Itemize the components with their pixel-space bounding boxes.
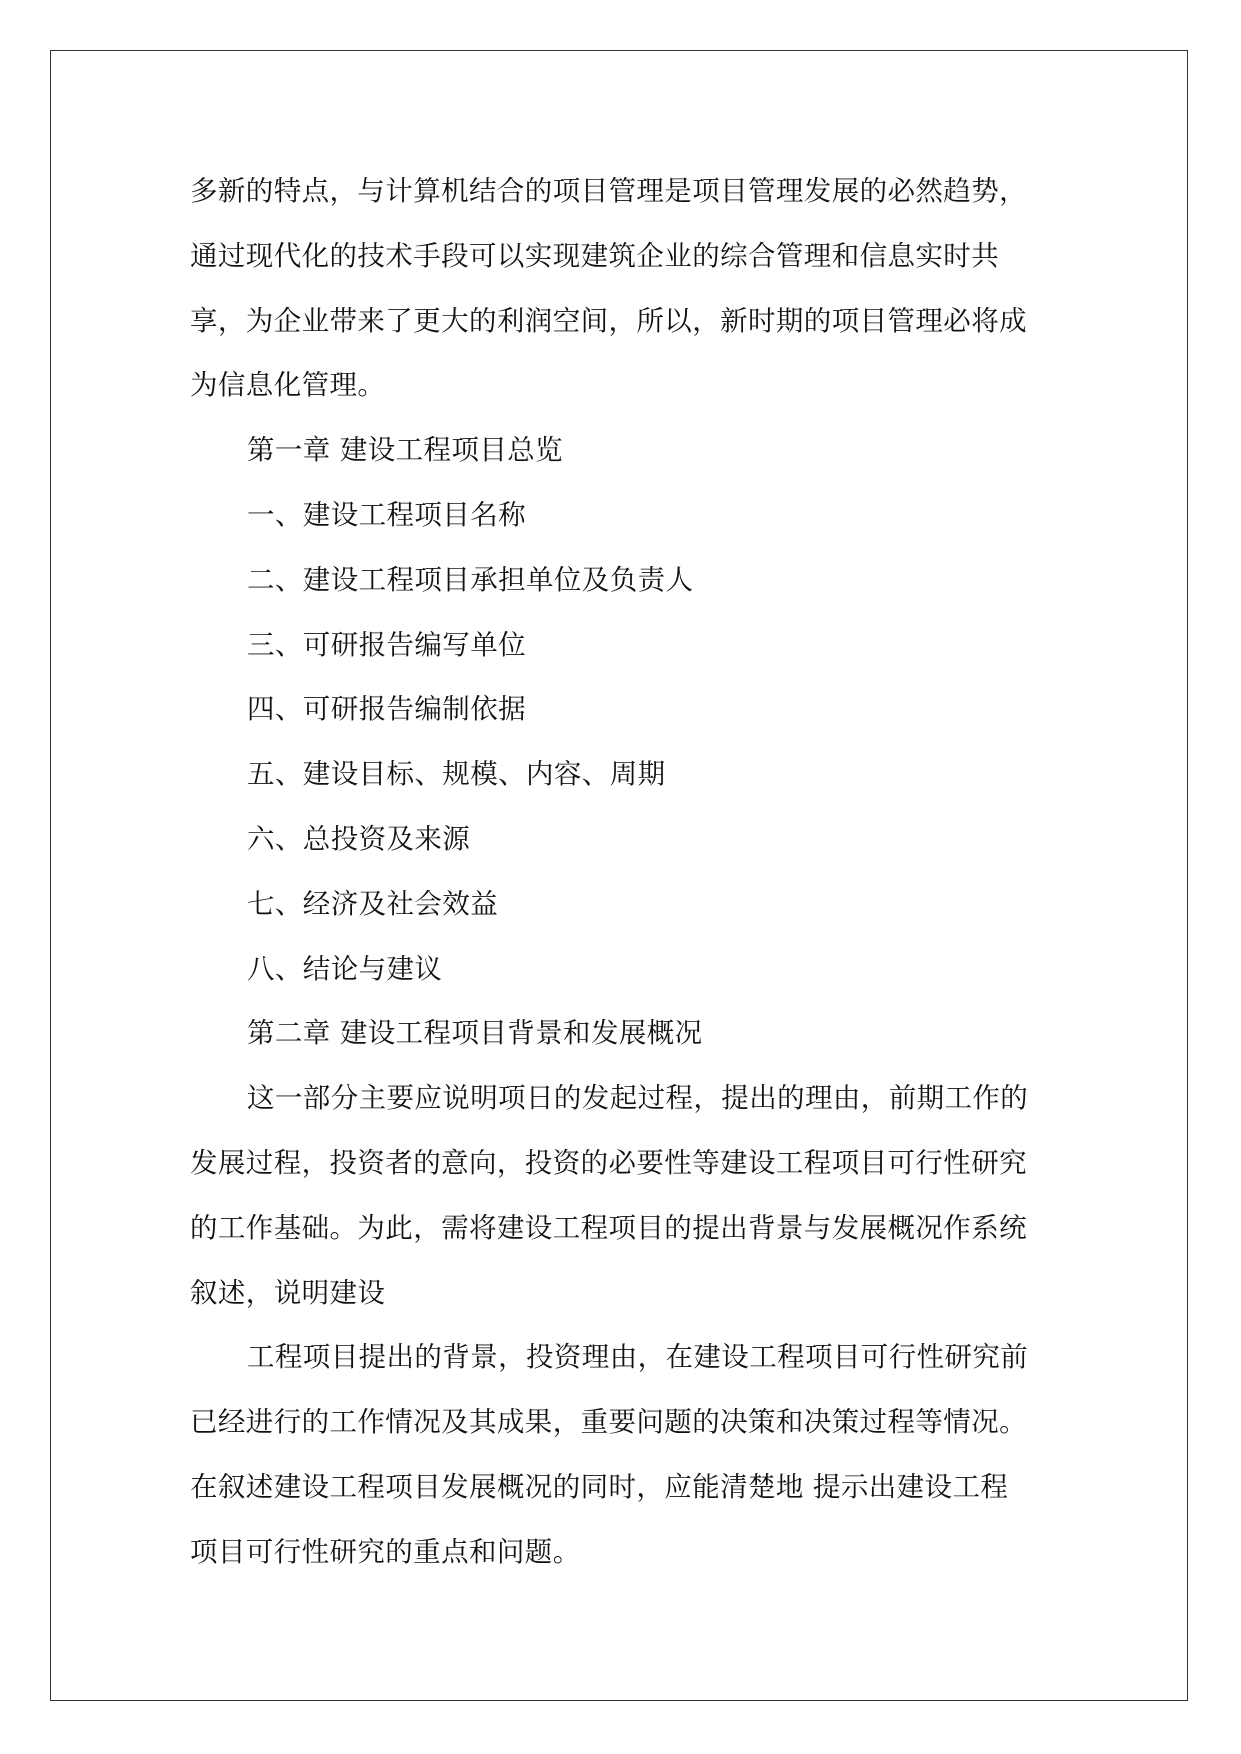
text-line: 项目可行性研究的重点和问题。 [190, 1535, 581, 1568]
toc-item: 四、可研报告编制依据 [247, 693, 526, 726]
text-line: 已经进行的工作情况及其成果，重要问题的决策和决策过程等情况。 [190, 1406, 1027, 1439]
text-line: 在叙述建设工程项目发展概况的同时，应能清楚地 提示出建设工程 [190, 1470, 1009, 1503]
toc-item: 五、建设目标、规模、内容、周期 [247, 758, 666, 791]
text-line: 享，为企业带来了更大的利润空间，所以，新时期的项目管理必将成 [190, 304, 1027, 337]
text-line: 叙述，说明建设 [190, 1276, 386, 1309]
toc-item: 二、建设工程项目承担单位及负责人 [247, 563, 694, 596]
text-line: 通过现代化的技术手段可以实现建筑企业的综合管理和信息实时共 [190, 239, 1000, 272]
text-line: 的工作基础。为此，需将建设工程项目的提出背景与发展概况作系统 [190, 1211, 1027, 1244]
toc-item: 七、经济及社会效益 [247, 887, 499, 920]
document-body [190, 159, 1080, 1585]
text-line: 发展过程，投资者的意向，投资的必要性等建设工程项目可行性研究 [190, 1146, 1027, 1179]
text-line: 工程项目提出的背景，投资理由，在建设工程项目可行性研究前 [247, 1341, 1029, 1374]
text-line: 这一部分主要应说明项日的发起过程，提出的理由，前期工作的 [247, 1082, 1029, 1115]
text-line: 多新的特点，与计算机结合的项目管理是项目管理发展的必然趋势， [190, 175, 1027, 207]
chapter-heading: 第一章 建设工程项目总览 [247, 434, 564, 467]
chapter-heading: 第二章 建设工程项目背景和发展概况 [247, 1017, 703, 1050]
toc-item: 八、结论与建议 [247, 952, 443, 985]
text-line: 为信息化管理。 [190, 369, 386, 402]
toc-item: 六、总投资及来源 [247, 822, 471, 855]
toc-item: 一、建设工程项目名称 [247, 498, 526, 531]
toc-item: 三、可研报告编写单位 [247, 628, 526, 661]
